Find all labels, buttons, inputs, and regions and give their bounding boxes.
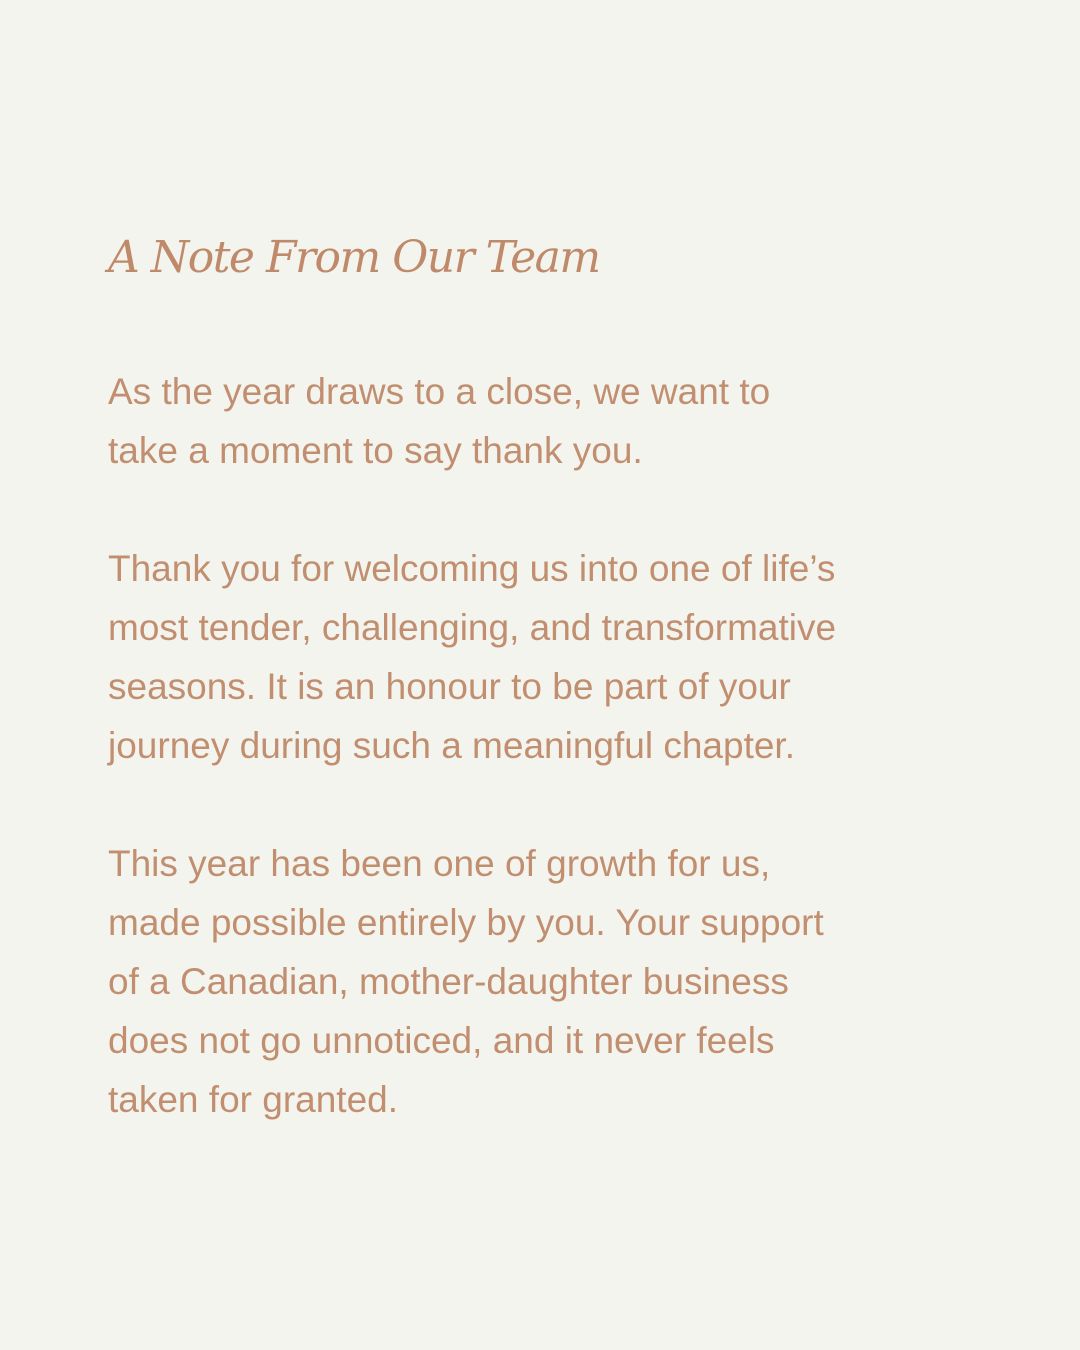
paragraph-thank-you <box>108 362 770 480</box>
text-line: journey during such a meaningful chapter. <box>108 725 795 766</box>
text-line: Thank you for welcoming us into one of life’s <box>108 548 836 589</box>
paragraph-growth <box>108 834 824 1129</box>
text-line: most tender, challenging, and transformative <box>108 607 837 648</box>
text-line: made possible entirely by you. Your support <box>108 902 824 943</box>
paragraph-welcome <box>108 539 836 775</box>
text-line: does not go unnoticed, and it never feels <box>108 1020 775 1061</box>
note-title: A Note From Our Team <box>108 232 600 283</box>
text-line: take a moment to say thank you. <box>108 430 643 471</box>
text-line: of a Canadian, mother-daughter business <box>108 961 789 1002</box>
text-line: taken for granted. <box>108 1079 399 1120</box>
text-line: seasons. It is an honour to be part of your <box>108 666 791 707</box>
text-line: This year has been one of growth for us, <box>108 843 771 884</box>
text-line: As the year draws to a close, we want to <box>108 371 771 412</box>
